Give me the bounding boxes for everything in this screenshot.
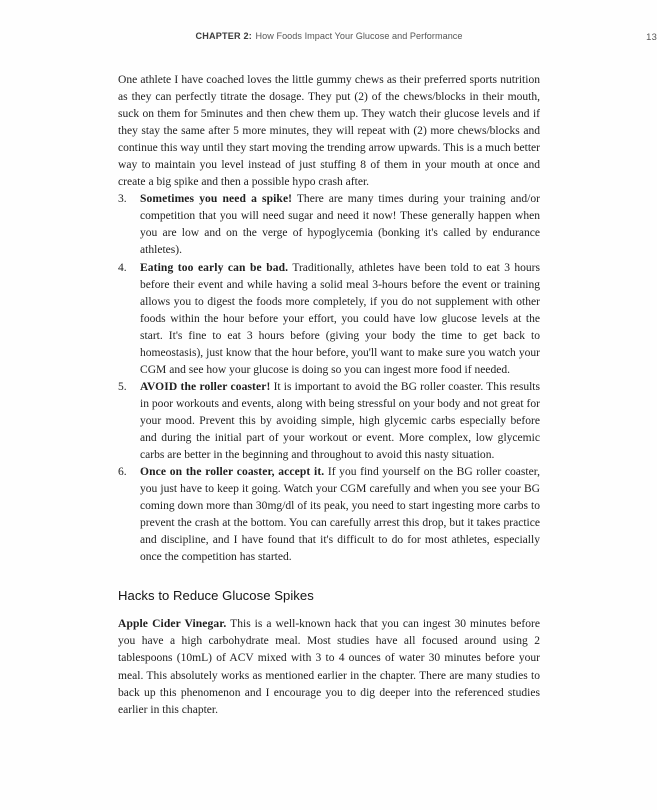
- list-item-text: Traditionally, athletes have been told to eat 3 hours before their event and while having a solid meal 3-hours before the event or training allows you to digest the foods more completely, if you do not supplement with other foods within the hour before your effort, you could have low glucose levels at the start. It's fine to eat 3 hours before (giving your body the time to get back to homeostasis), just know that the hour before, you'll want to make sure you watch your CGM and see how your glucose is doing so you can ingest more food if needed.: [140, 261, 540, 376]
- spacer-before-heading: [118, 566, 540, 587]
- list-item-text: There are many times during your training and/or competition that you will need sugar and need it now! These generally happen when you are low and on the verge of hypoglycemia (bonking it's called by endurance athletes).: [140, 193, 540, 257]
- list-item-lead: Once on the roller coaster, accept it.: [140, 466, 325, 479]
- list-item-lead: Sometimes you need a spike!: [140, 193, 293, 206]
- list-item-text: It is important to avoid the BG roller coaster. This results in poor workouts and events, along with being stressful on your body and not great for your mood. Prevent this by avoiding simple, high glycemic carbs especially before and during the initial part of your workout or event. More complex, low glycemic carbs are better in the beginning and throughout to avoid this nasty situation.: [140, 380, 541, 462]
- spacer-after-heading: [118, 604, 540, 616]
- list-item: [118, 260, 540, 379]
- running-head-inner: [195, 31, 462, 41]
- list-item-marker: 5.: [118, 380, 127, 393]
- list-item: [118, 379, 540, 464]
- list-item-lead: AVOID the roller coaster!: [140, 380, 271, 393]
- list-item-lead: Eating too early can be bad.: [140, 261, 289, 274]
- section-heading: Hacks to Reduce Glucose Spikes: [118, 588, 314, 604]
- final-paragraph: [118, 616, 540, 718]
- page-number: 13: [646, 31, 657, 42]
- running-head-chapter-label: CHAPTER 2:: [195, 31, 253, 41]
- list-item: [118, 191, 540, 259]
- running-head: [118, 31, 540, 49]
- list-item-marker: 4.: [118, 261, 127, 274]
- final-paragraph-text: This is a well-known hack that you can ingest 30 minutes before you have a high carbohydrate meal. Most studies have all focused around using 2 tablespoons (10mL) of ACV mixed with 3 to 4 ounces of water 30 minutes before your meal. This absolutely works as mentioned earlier in the chapter. There are many studies to back up this phenomenon and I encourage you to dig deeper into the referenced studies earlier in this chapter.: [118, 618, 540, 716]
- list-item: [118, 464, 540, 566]
- numbered-tips-list: [118, 191, 540, 566]
- final-paragraph-lead: Apple Cider Vinegar.: [118, 618, 227, 631]
- running-head-chapter-title: How Foods Impact Your Glucose and Performance: [255, 31, 463, 41]
- list-item-marker: 3.: [118, 193, 127, 206]
- intro-paragraph: One athlete I have coached loves the little gummy chews as their preferred sports nutrition as they can perfectly titrate the dosage. They put (2) of the chews/blocks in their mouth, suck on them for 5minutes and then chew them up. They watch their glucose levels and if they stay the same after 5 more minutes, they will repeat with (2) more chews/blocks and continue this way until they start moving the trending arrow upwards. This is a much better way to maintain you level instead of just stuffing 8 of them in your mouth at once and create a big spike and then a possible hypo crash after.: [118, 74, 540, 189]
- text-column: [118, 72, 540, 719]
- list-item-marker: 6.: [118, 466, 127, 479]
- list-item-text: If you find yourself on the BG roller coaster, you just have to keep it going. Watch your CGM carefully and when you see your BG coming down more than 30mg/dl of its peak, you need to start ingesting more carbs to prevent the crash at the bottom. You can carefully arrest this drop, but it takes practice and discipline, and I have found that it's difficult to do for most athletes, especially once the competition has started.: [140, 466, 541, 564]
